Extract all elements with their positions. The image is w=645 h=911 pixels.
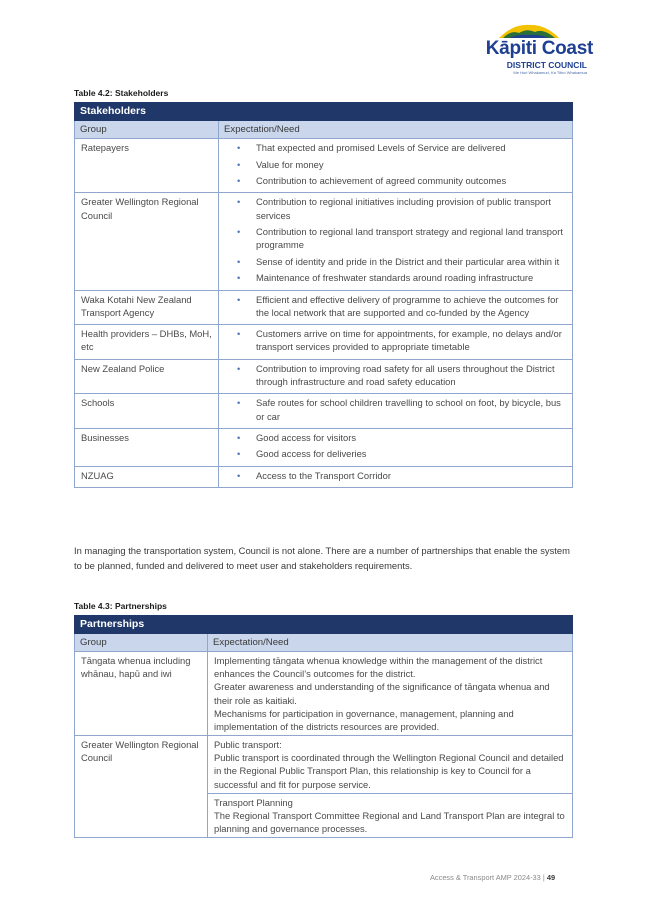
- table-row: [75, 429, 573, 467]
- list-item: • Contribution to improving road safety for all users throughout the District through infrastructure and road safety education: [225, 362, 566, 388]
- expectation-cell: [219, 394, 573, 429]
- group-cell: Businesses: [75, 429, 219, 467]
- cell-text: Mechanisms for participation in governance, management, planning and implementation of the districts resources are provided.: [214, 707, 514, 732]
- table-row: [75, 394, 573, 429]
- logo-tagline: Me Huri Whakamuri, Ka Titiro Whakamua: [513, 70, 587, 75]
- group-cell: Greater Wellington Regional Council: [75, 193, 219, 290]
- group-cell: Ratepayers: [75, 139, 219, 193]
- column-header: Group: [75, 633, 208, 651]
- list-item: • Sense of identity and pride in the District and their particular area within it: [225, 255, 566, 268]
- expectation-cell: [219, 139, 573, 193]
- footer-text: Access & Transport AMP 2024-33: [430, 873, 541, 882]
- page-footer: [430, 873, 555, 882]
- cell-text: Transport Planning: [214, 796, 293, 808]
- expectation-cell: [219, 429, 573, 467]
- list-item: • Value for money: [225, 158, 566, 171]
- table-row: [75, 193, 573, 290]
- table-row: [75, 652, 573, 736]
- table-row: [75, 736, 573, 794]
- table-row: [75, 359, 573, 394]
- list-item: • Contribution to regional land transport strategy and regional land transport programme: [225, 225, 566, 251]
- cell-text: Public transport is coordinated through the Wellington Regional Council and detailed in the Regional Public Transport Plan, this relationship is key to Council for a successful and fit for purpose service.: [214, 752, 564, 790]
- expectation-cell: [208, 652, 573, 736]
- group-cell: Waka Kotahi New Zealand Transport Agency: [75, 290, 219, 325]
- expectation-cell: [208, 736, 573, 794]
- list-item: • Good access for deliveries: [225, 447, 566, 460]
- list-item: • Safe routes for school children travelling to school on foot, by bicycle, bus or car: [225, 396, 566, 422]
- group-cell: NZUAG: [75, 466, 219, 487]
- footer-separator: |: [542, 873, 545, 882]
- column-header: Expectation/Need: [208, 633, 573, 651]
- group-cell: Greater Wellington Regional Council: [75, 736, 208, 838]
- list-item: • Contribution to regional initiatives including provision of public transport services: [225, 195, 566, 221]
- group-cell: Schools: [75, 394, 219, 429]
- table-row: [75, 325, 573, 360]
- body-paragraph: In managing the transportation system, Council is not alone. There are a number of partnerships that enable the system to be planned, funded and delivered to meet user and stakeholders requirements.: [74, 545, 570, 571]
- list-item: • Maintenance of freshwater standards around roading infrastructure: [225, 271, 566, 284]
- expectation-cell: [219, 466, 573, 487]
- page-number: 49: [546, 873, 556, 882]
- column-header: Group: [75, 120, 219, 138]
- table-row: [75, 466, 573, 487]
- list-item: • That expected and promised Levels of Service are delivered: [225, 141, 566, 154]
- cell-text: Public transport:: [214, 739, 282, 751]
- partnerships-table: [74, 615, 573, 838]
- expectation-cell: [208, 793, 573, 837]
- table-caption: Table 4.2: Stakeholders: [74, 88, 169, 98]
- cell-text: Greater awareness and understanding of the significance of tāngata whenua and their role as kaitiaki.: [214, 681, 550, 706]
- expectation-cell: [219, 193, 573, 290]
- list-item: • Good access for visitors: [225, 431, 566, 444]
- table-caption: Table 4.3: Partnerships: [74, 601, 167, 611]
- expectation-cell: [219, 359, 573, 394]
- stakeholders-table: [74, 102, 573, 488]
- expectation-cell: [219, 290, 573, 325]
- group-cell: New Zealand Police: [75, 359, 219, 394]
- list-item: • Access to the Transport Corridor: [225, 469, 566, 482]
- expectation-cell: [219, 325, 573, 360]
- table-title: Stakeholders: [75, 103, 573, 121]
- group-cell: Health providers – DHBs, MoH, etc: [75, 325, 219, 360]
- group-cell: Tāngata whenua including whānau, hapū and iwi: [75, 652, 208, 736]
- council-logo: [473, 22, 593, 80]
- table-row: [75, 139, 573, 193]
- table-title: Partnerships: [75, 616, 573, 634]
- list-item: • Customers arrive on time for appointments, for example, no delays and/or transport services provided to appropriate timetable: [225, 327, 566, 353]
- logo-subtitle: DISTRICT COUNCIL: [506, 60, 587, 70]
- list-item: • Efficient and effective delivery of programme to achieve the outcomes for the local network that are supported and co-funded by the Agency: [225, 293, 566, 319]
- logo-name: Kāpiti Coast: [485, 38, 593, 59]
- table-row: [75, 290, 573, 325]
- cell-text: Implementing tāngata whenua knowledge within the management of the district enhances the Council’s outcomes for the district.: [214, 655, 543, 680]
- cell-text: The Regional Transport Committee Regional and Land Transport Plan are integral to planning and governance processes.: [214, 809, 565, 834]
- list-item: • Contribution to achievement of agreed community outcomes: [225, 174, 566, 187]
- column-header: Expectation/Need: [219, 120, 573, 138]
